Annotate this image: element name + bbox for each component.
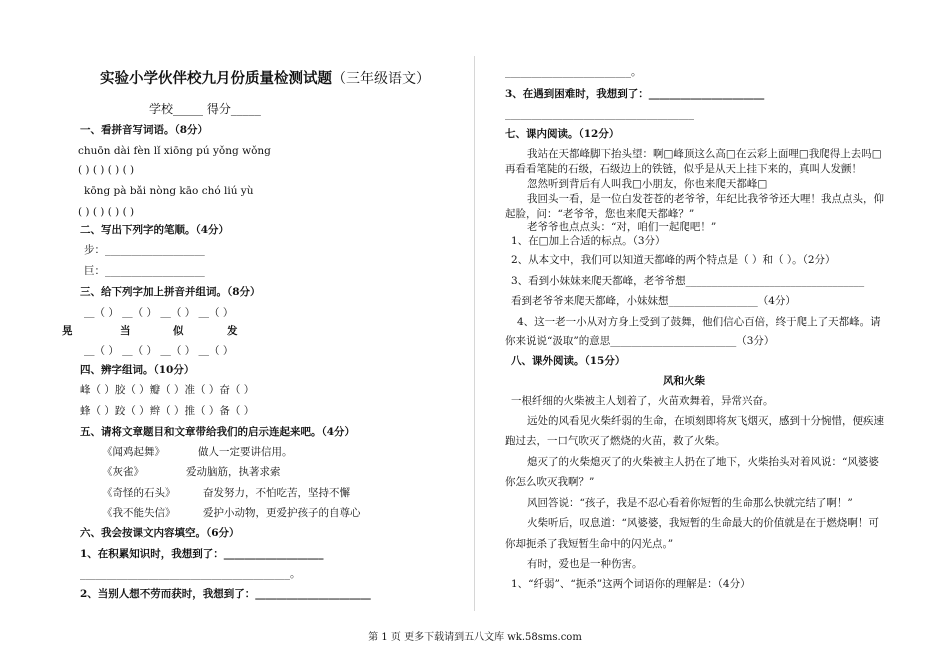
char-2: 当 [120,325,131,337]
fill-question-3: 3、在遇到困难时，我想到了：______________________ [505,88,765,100]
match-title-2: 《灰雀》 [102,466,144,478]
fill-question-2-continued: ________________________。 [505,66,642,78]
story-line-7: 火柴听后，叹息道：“风婆婆，我短暂的生命最大的价值就是在于燃烧啊！可 [527,517,879,529]
section-6-heading: 六、我会按课文内容填空。（6分） [80,527,240,539]
section-1-heading: 一、看拼音写词语。（8分） [80,124,209,136]
story-line-8: 你却扼杀了我短暂生命中的闪光点。” [505,538,674,550]
fill-question-1: 1、在积累知识时，我想到了：___________________ [80,548,324,560]
story-line-9: 有时，爱也是一种伤害。 [527,558,643,570]
reading-7-line-1: 我站在天都峰脚下抬头望：啊□峰顶这么高□在云彩上面哩□我爬得上去吗□ [527,148,882,160]
match-title-1: 《闻鸡起舞》 [102,446,165,458]
page-title: 实验小学伙伴校九月份质量检测试题（三年级语文） [100,70,430,87]
section-5-heading: 五、请将文章题目和文章带给我们的启示连起来吧。（4分） [80,426,356,438]
school-score-line: 学校_____ 得分_____ [149,102,261,116]
story-line-5: 你怎么吹灭我啊？” [505,476,595,488]
char-3: 似 [173,325,184,337]
story-title: 风和火柴 [663,375,705,387]
section-8-heading: 八、课外阅读。（15分） [511,355,626,367]
stroke-order-line-1: 步：___________________ [84,244,205,256]
stroke-order-line-2: 巨：___________________ [84,265,205,277]
page-footer: 第 1 页 更多下载请到五八文库 wk.58sms.com [368,632,582,643]
answer-paren-row-2: ( ) ( ) ( ) ( ) [78,206,135,218]
reading-7-line-4: 我回头一看，是一位白发苍苍的老爷爷，年纪比我爷爷还大哩！我点点头，仰 [527,193,884,205]
pinyin-fill-row-2: ＿（ ） ＿（ ） ＿（ ） ＿（ ） [84,345,234,357]
reading-8-question-1: 1、“纤弱”、“扼杀”这两个词语你的理解是：（4分） [511,578,751,590]
match-moral-4: 爱护小动物，更爱护孩子的自尊心 [203,507,361,519]
section-7-heading: 七、课内阅读。（12分） [505,128,620,140]
story-line-6: 风回答说：“孩子，我是不忍心看着你短暂的生命那么快就完结了啊！” [527,497,853,509]
story-line-3: 跑过去，一口气吹灭了燃烧的火苗，救了火柴。 [505,435,726,447]
match-title-4: 《我不能失信》 [102,507,176,519]
story-line-2: 远处的风看见火柴纤弱的生命，在顷刻即将灰飞烟灭，感到十分惋惜，便疾速 [527,415,884,427]
reading-7-line-6: 老爷爷也点点头：“对，咱们一起爬吧！” [527,221,717,233]
match-moral-1: 做人一定要讲信用。 [198,446,293,458]
match-moral-3: 奋发努力，不怕吃苦，坚持不懈 [203,487,350,499]
pinyin-row-2: kōng pà bǎi nòng kāo chó liú yù [84,185,254,197]
answer-paren-row-1: ( ) ( ) ( ) ( ) [78,164,135,176]
char-1: 晃 [62,325,73,337]
reading-7-question-3: 3、看到小妹妹来爬天都峰，老爷爷想__________________________________ [511,275,865,287]
story-line-1: 一根纤细的火柴被主人划着了，火苗欢舞着，异常兴奋。 [511,395,774,407]
reading-7-question-3b: 看到老爷爷来爬天都峰，小妹妹想_________________（4分） [511,295,796,307]
reading-7-line-5: 起脸，问：“老爷爷，您也来爬天都峰？” [505,208,695,220]
reading-7-question-4b: 你来说说“汲取”的意思________________________（3分） [505,335,775,347]
section-4-heading: 四、辨字组词。（10分） [80,364,195,376]
word-pair-row-1: 峰（ ）胶（ ）瓣（ ）准（ ）奋（ ） [80,384,255,396]
reading-7-line-3: 忽然听到背后有人叫我□小朋友，你也来爬天都峰□ [527,178,768,190]
reading-7-question-2: 2、从本文中，我们可以知道天都峰的两个特点是（ ）和（ ）。（2分） [511,254,836,266]
fill-question-3-continued: ____________________________________ [505,108,694,120]
column-divider [474,56,475,611]
section-2-heading: 二、写出下列字的笔顺。（4分） [80,224,230,236]
reading-7-question-1: 1、在□加上合适的标点。（3分） [511,235,666,247]
fill-question-1-continued: ________________________________________。 [80,568,301,580]
story-line-4: 熄灭了的火柴熄灭了的火柴被主人扔在了地下，火柴抬头对着风说：“风婆婆 [527,456,879,468]
reading-7-line-2: 再看看笔陡的石级，石级边上的铁链，似乎是从天上挂下来的，真叫人发颤！ [505,163,862,175]
match-title-3: 《奇怪的石头》 [102,487,176,499]
pinyin-fill-row-1: ＿（ ） ＿（ ） ＿（ ） ＿（ ） [84,307,234,319]
section-3-heading: 三、给下列字加上拼音并组词。（8分） [80,286,261,298]
fill-question-2: 2、当别人想不劳而获时，我想到了：______________________ [80,588,371,600]
word-pair-row-2: 蜂（ ）跤（ ）辫（ ）推（ ）备（ ） [80,405,255,417]
char-4: 发 [227,325,238,337]
pinyin-row-1: chuōn dài fèn lǐ xiōng pú yǒng wǒng [78,145,271,157]
reading-7-question-4: 4、这一老一小从对方身上受到了鼓舞，他们信心百倍，终于爬上了天都峰。请 [517,316,881,328]
match-moral-2: 爱动脑筋，执著求索 [186,466,281,478]
